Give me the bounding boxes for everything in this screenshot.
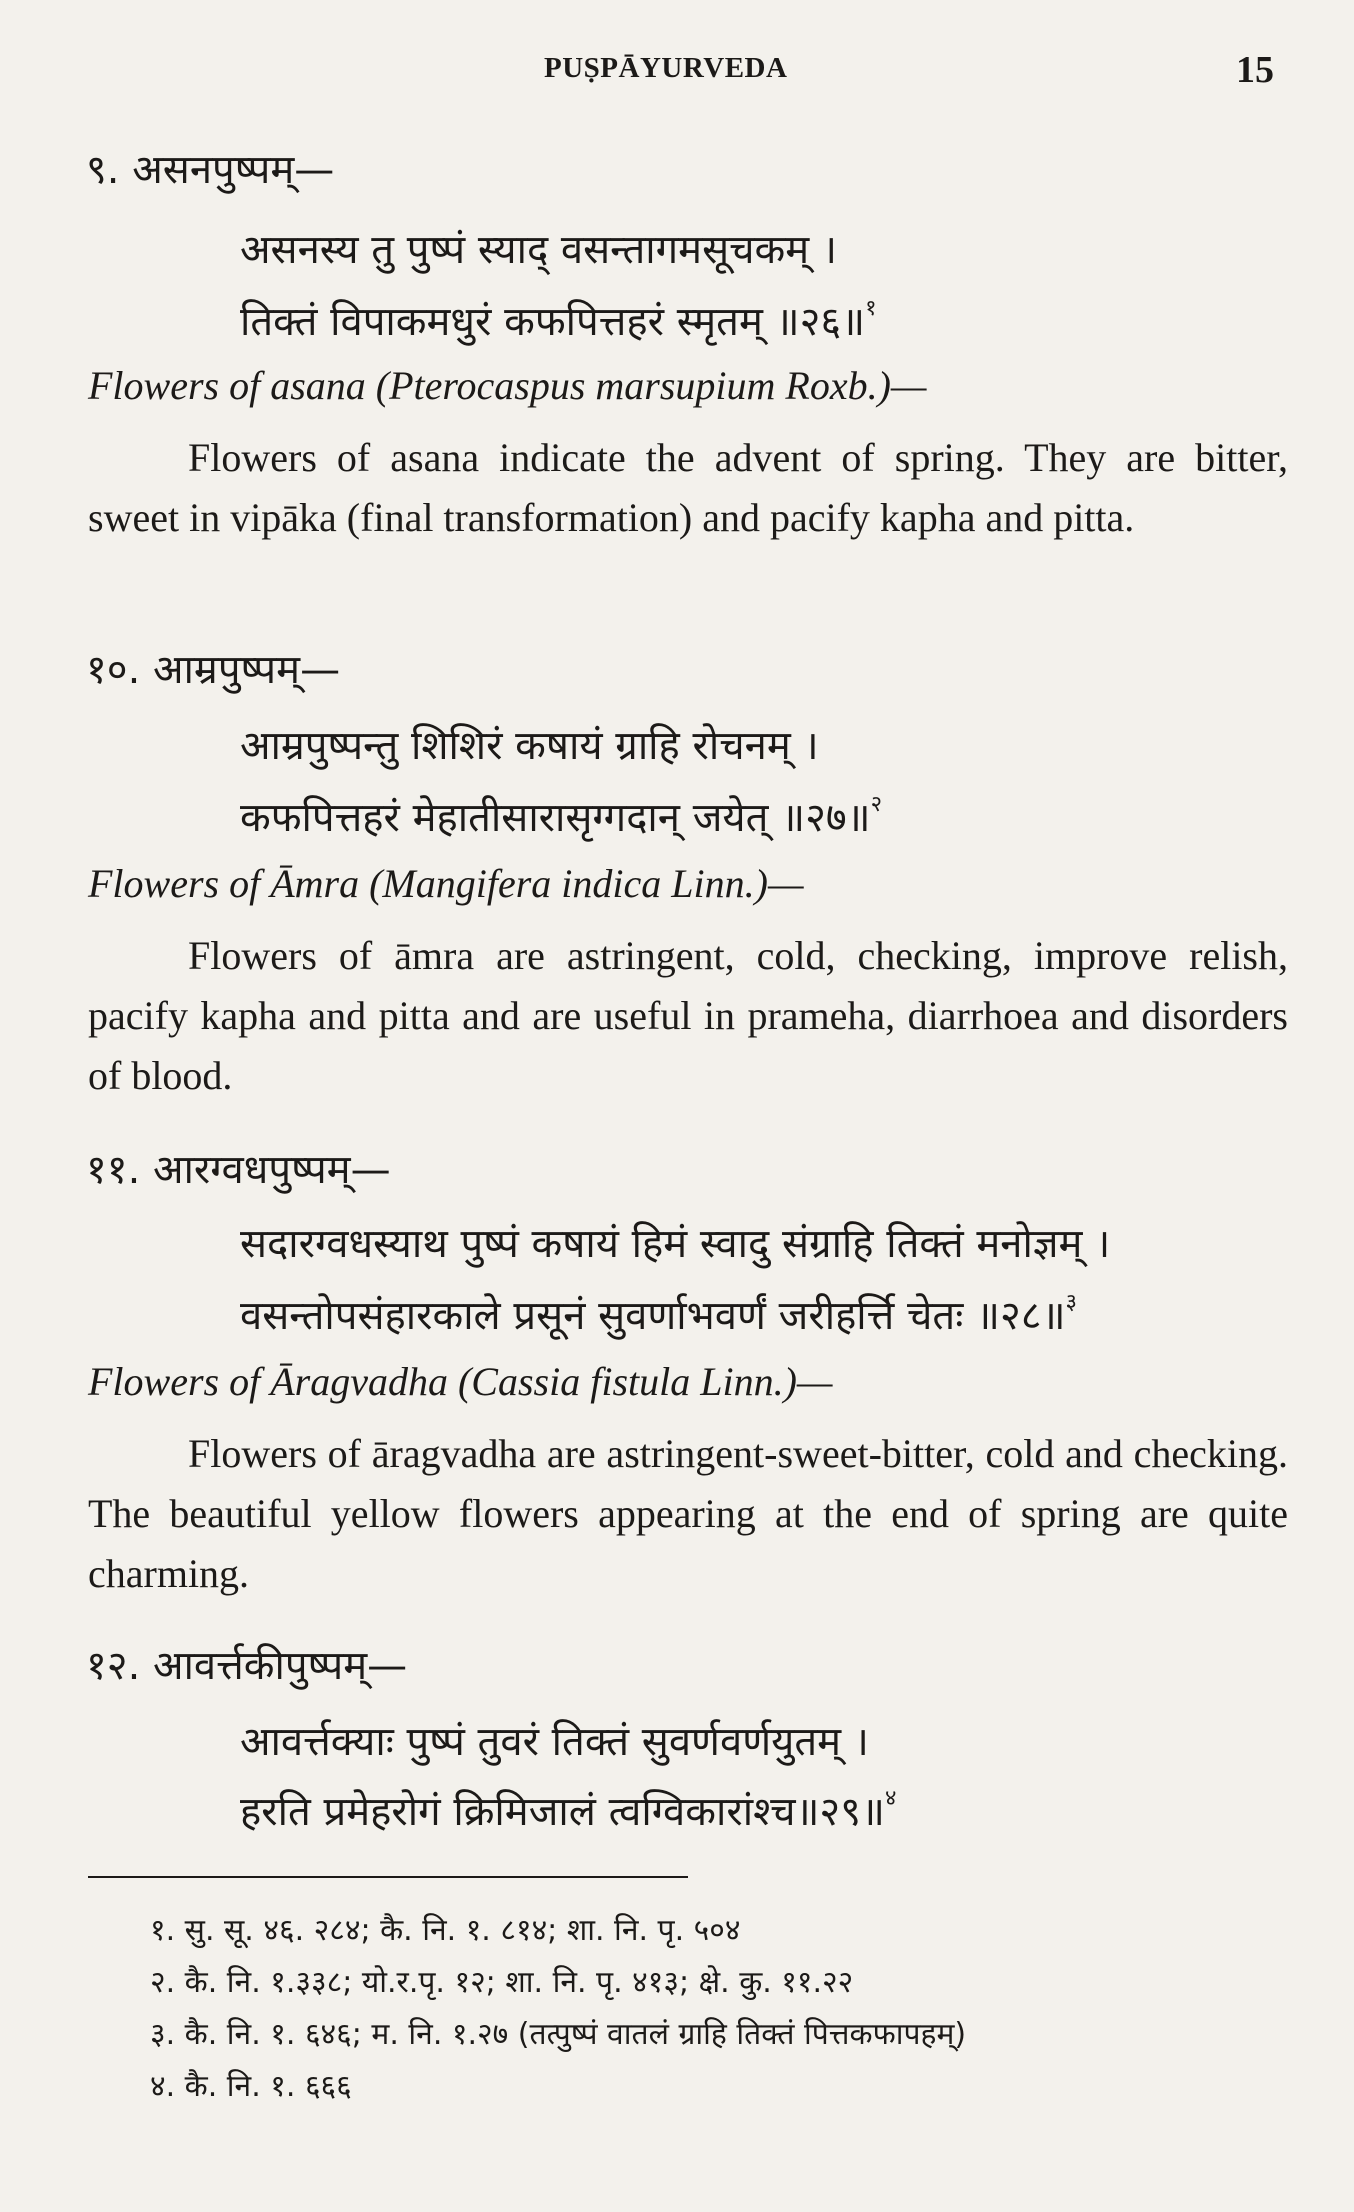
section-heading: ११. आरग्वधपुष्पम्— [86,1147,391,1193]
running-title: PUṢPĀYURVEDA [544,52,788,84]
verse-text: सदारग्वधस्याथ पुष्पं कषायं हिमं स्वादु संग्राहि तिक्तं मनोज्ञम् । [240,1221,1111,1267]
footnote-rule [88,1876,688,1878]
paragraph: Flowers of āmra are astringent, cold, checking, improve relish, pacify kapha and pitta and are useful in prameha, diarrhoea and disorders of blood. [88,933,1288,1098]
footnote-ref: २ [870,792,883,817]
verse-line [240,292,877,347]
verse-line [240,788,882,843]
paragraph: Flowers of asana indicate the advent of spring. They are bitter, sweet in vipāka (final transformation) and pacify kapha and pitta. [88,435,1288,540]
section-heading: १२. आवर्त्तकीपुष्पम्— [86,1643,408,1689]
verse-line [240,1214,1110,1269]
verse-text: हरति प्रमेहरोगं क्रिमिजालं त्वग्विकारांश्च॥२९॥ [240,1789,885,1835]
footnote-ref: ४ [884,1786,897,1811]
paragraph: Flowers of āragvadha are astringent-sweet-bitter, cold and checking. The beautiful yellow flowers appearing at the end of spring are quite charming. [88,1431,1288,1596]
verse-line [240,716,819,771]
verse-line [240,220,837,275]
footnote: २. कै. नि. १.३३८; यो.र.पृ. १२; शा. नि. पृ. ४१३; क्षे. कु. ११.२२ [150,1965,854,2000]
verse-text: आवर्त्तक्याः पुष्पं तुवरं तिक्तं सुवर्णवर्णयुतम् । [240,1719,869,1765]
verse-text: असनस्य तु पुष्पं स्याद् वसन्तागमसूचकम् । [240,227,838,273]
footnote-ref: १ [865,296,877,321]
verse-text: आम्रपुष्पन्तु शिशिरं कषायं ग्राहि रोचनम् । [240,723,819,769]
page-number: 15 [1236,49,1274,91]
english-title: Flowers of Āragvadha (Cassia fistula Linn.)— [88,1359,833,1404]
verse-line [240,1286,1077,1341]
footnote: ४. कै. नि. १. ६६६ [150,2069,352,2104]
english-title: Flowers of Āmra (Mangifera indica Linn.)— [88,861,804,906]
verse-text: वसन्तोपसंहारकाले प्रसूनं सुवर्णाभवर्णं जरीहर्त्ति चेतः ॥२८॥ [240,1293,1066,1339]
verse-text: तिक्तं विपाकमधुरं कफपित्तहरं स्मृतम् ॥२६॥ [240,299,866,345]
footnote-ref: ३ [1065,1290,1077,1315]
running-head [0,48,1354,92]
footnote: १. सु. सू. ४६. २८४; कै. नि. १. ८१४; शा. नि. पृ. ५०४ [150,1913,741,1948]
footnotes [150,1905,1300,2113]
verse-text: कफपित्तहरं मेहातीसारासृग्गदान् जयेत् ॥२७॥ [240,795,871,841]
section-heading: १०. आम्रपुष्पम्— [86,647,341,693]
verse-line [240,1782,896,1837]
verse-line [240,1712,869,1767]
footnote: ३. कै. नि. १. ६४६; म. नि. १.२७ (तत्पुष्पं वातलं ग्राहि तिक्तं पित्तकफापहम्) [150,2017,967,2052]
section-heading: ९. असनपुष्पम्— [86,147,335,193]
english-title: Flowers of asana (Pterocaspus marsupium Roxb.)— [88,363,927,408]
